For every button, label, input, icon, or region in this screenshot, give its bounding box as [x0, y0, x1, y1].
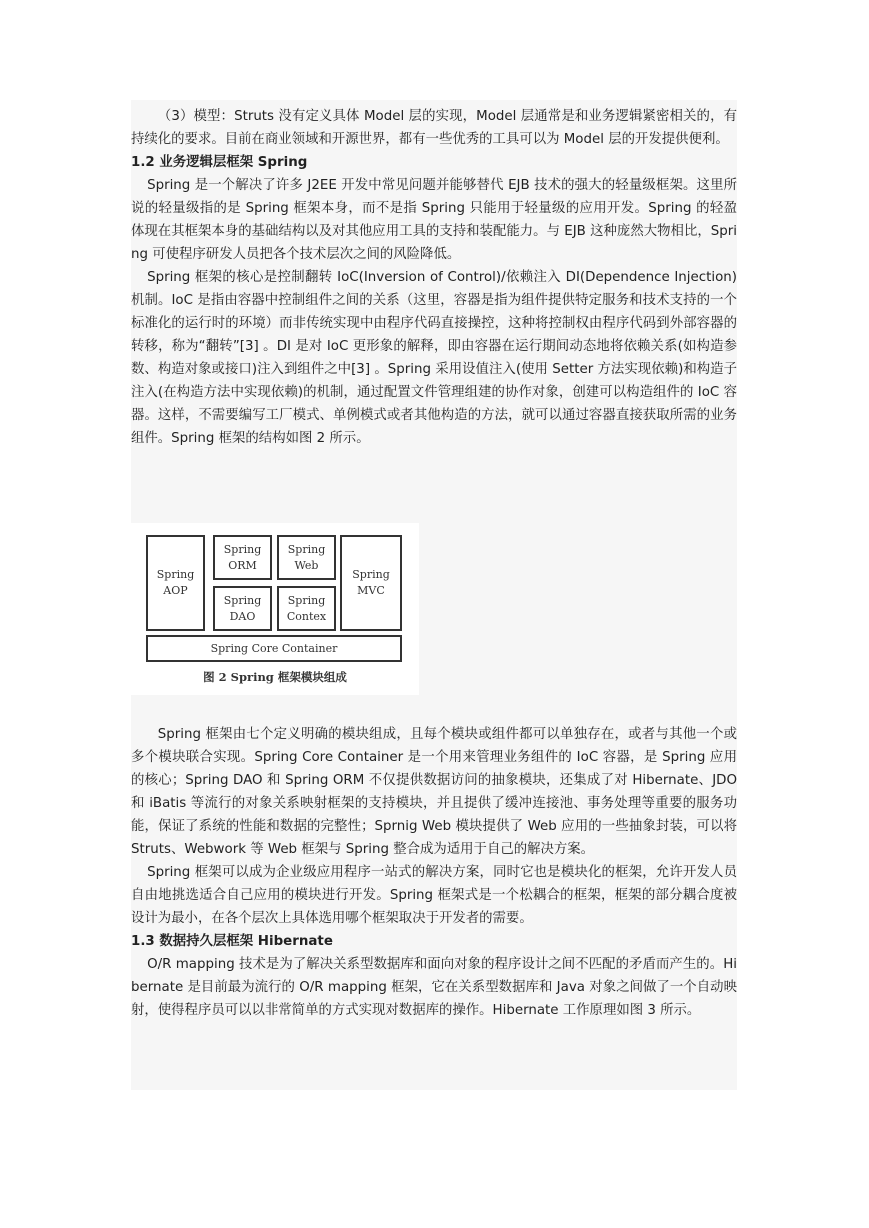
module-spring-mvc: Spring MVC — [340, 535, 402, 631]
paragraph-hibernate: O/R mapping 技术是为了解决关系型数据库和面向对象的程序设计之间不匹配的矛盾而产生的。Hibernate 是目前最为流行的 O/R mapping 框架，它在关系型数据库和 Java 对象之间做了一个自动映射，使得程序员可以以非常简单的方式实现对数据库的操作。Hibernate 工作原理如图 3 所示。 — [131, 957, 737, 1018]
module-spring-aop: Spring AOP — [146, 535, 205, 631]
figure-spring-modules — [131, 523, 419, 695]
section-heading-1-3: 1.3 数据持久层框架 Hibernate — [131, 934, 333, 949]
paragraph-spring-intro: Spring 是一个解决了许多 J2EE 开发中常见问题并能够替代 EJB 技术的强大的轻量级框架。这里所说的轻量级指的是 Spring 框架本身，而不是指 Spring 只能用于轻量级的应用开发。Spring 的轻盈体现在其框架本身的基础结构以及对其他应用工具的支持和装配能力。与 EJB 这种庞然大物相比，Spring 可使程序研发人员把各个技术层次之间的风险降低。 — [131, 178, 737, 262]
paragraph-spring-modules: Spring 框架由七个定义明确的模块组成，且每个模块或组件都可以单独存在，或者与其他一个或多个模块联合实现。Spring Core Container 是一个用来管理业务组件的 IoC 容器，是 Spring 应用的核心；Spring DAO 和 Spring ORM 不仅提供数据访问的抽象模块，还集成了对 Hibernate、JDO 和 iBatis 等流行的对象关系映射框架的支持模块，并且提供了缓冲连接池、事务处理等重要的服务功能，保证了系统的性能和数据的完整性；Sprnig Web 模块提供了 Web 应用的一些抽象封装，可以将 Struts、Webwork 等 Web 框架与 Spring 整合成为适用于自己的解决方案。 — [131, 727, 737, 857]
module-spring-context: Spring Contex — [277, 586, 336, 631]
figure-caption: 图 2 Spring 框架模块组成 — [203, 670, 347, 684]
paragraph-spring-onestop: Spring 框架可以成为企业级应用程序一站式的解决方案，同时它也是模块化的框架，允许开发人员自由地挑选适合自己应用的模块进行开发。Spring 框架式是一个松耦合的框架，框架的部分耦合度被设计为最小，在各个层次上具体选用哪个框架取决于开发者的需要。 — [131, 865, 737, 926]
module-spring-core-container: Spring Core Container — [146, 635, 402, 662]
module-spring-dao: Spring DAO — [213, 586, 272, 631]
module-spring-web: Spring Web — [277, 535, 336, 580]
module-spring-orm: Spring ORM — [213, 535, 272, 580]
section-modules-text — [131, 723, 737, 1022]
section-model-text — [131, 105, 737, 450]
paragraph-spring-ioc: Spring 框架的核心是控制翻转 IoC(Inversion of Control)/依赖注入 DI(Dependence Injection)机制。IoC 是指由容器中控制组件之间的关系（这里，容器是指为组件提供特定服务和技术支持的一个标准化的运行时的环境）而非传统实现中由程序代码直接操控，这种将控制权由程序代码到外部容器的转移，称为“翻转”[3] 。DI 是对 IoC 更形象的解释，即由容器在运行期间动态地将依赖关系(如构造参数、构造对象或接口)注入到组件之中[3] 。Spring 采用设值注入(使用 Setter 方法实现依赖)和构造子注入(在构造方法中实现依赖)的机制，通过配置文件管理组建的协作对象，创建可以构造组件的 IoC 容器。这样，不需要编写工厂模式、单例模式或者其他构造的方法，就可以通过容器直接获取所需的业务组件。Spring 框架的结构如图 2 所示。 — [131, 270, 737, 446]
section-heading-1-2: 1.2 业务逻辑层框架 Spring — [131, 155, 308, 170]
paragraph-model: （3）模型：Struts 没有定义具体 Model 层的实现，Model 层通常是和业务逻辑紧密相关的，有持续化的要求。目前在商业领域和开源世界，都有一些优秀的工具可以为 Model 层的开发提供便利。 — [131, 109, 737, 147]
